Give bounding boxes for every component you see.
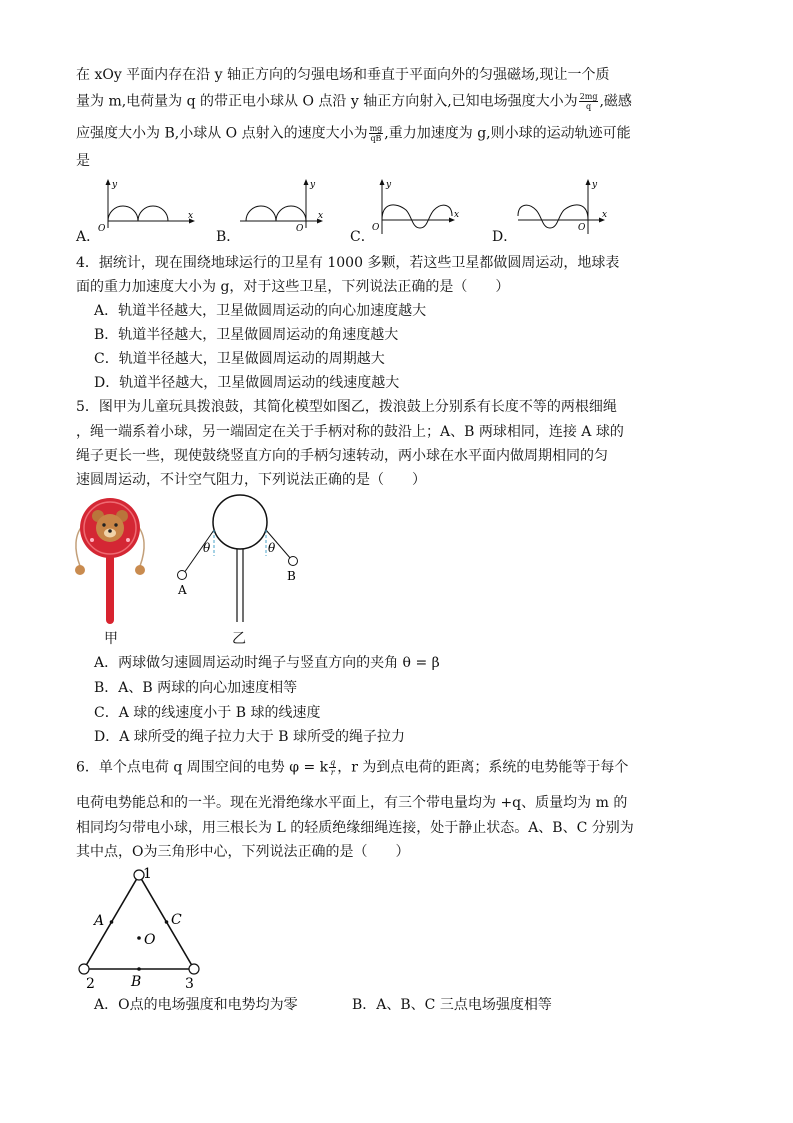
q3-option-c-figure — [368, 176, 468, 240]
q3-line1: 在 xOy 平面内存在沿 y 轴正方向的匀强电场和垂直于平面向外的匀强磁场,现让一个质 — [76, 67, 610, 83]
q5-option-b: B．A、B 两球的向心加速度相等 — [94, 680, 298, 696]
midpoint-b-label: B — [131, 974, 142, 990]
q3-option-d-figure — [514, 176, 614, 240]
origin-label: O — [578, 223, 586, 233]
theta-left-label: θ — [203, 541, 211, 555]
drum-handle — [106, 554, 114, 624]
q4-option-c: C．轨道半径越大，卫星做圆周运动的周期越大 — [94, 351, 385, 367]
y-label: y — [386, 180, 392, 190]
trajectory — [108, 206, 168, 221]
charge-3 — [189, 964, 199, 974]
q5-option-a: A．两球做匀速圆周运动时绳子与竖直方向的夹角 θ = β — [94, 655, 440, 671]
ball-a-label: A — [178, 583, 187, 597]
q3-line2: 量为 m,电荷量为 q 的带正电小球从 O 点沿 y 轴正方向射入,已知电场强度大小为 $\frac{2mg}{q}$ ,磁感 — [76, 92, 632, 111]
q3-line4: 是 — [76, 153, 90, 169]
ball-b — [289, 557, 298, 566]
y-label: y — [592, 180, 598, 190]
y-arrow — [304, 179, 309, 185]
q4-option-b: B．轨道半径越大，卫星做圆周运动的角速度越大 — [94, 327, 399, 343]
q6-frac: $\frac{q}{r}$ — [330, 758, 336, 777]
ball-a — [178, 571, 187, 580]
x-label: x — [188, 211, 194, 221]
vertex-2-label: 2 — [86, 976, 95, 992]
midpoint-a — [110, 920, 114, 924]
y-arrow — [106, 179, 111, 185]
bear-face — [96, 514, 124, 542]
origin-label: O — [296, 224, 304, 234]
ball-b-label: B — [287, 569, 296, 583]
charge-2 — [79, 964, 89, 974]
center-o-label: O — [144, 932, 156, 948]
q3-option-a-label: A． — [76, 229, 101, 245]
q5-caption-jia: 甲 — [104, 631, 118, 647]
vertex-1-label: 1 — [143, 866, 152, 882]
q3-line3: 应强度大小为 B,小球从 O 点射入的速度大小为 $\frac{mg}{qB}$ ,重力加速度为 g,则小球的运动轨迹可能 — [76, 124, 631, 143]
bear-nose — [108, 529, 112, 533]
q3-option-b-figure — [236, 176, 336, 240]
x-label: x — [454, 210, 460, 220]
midpoint-c-label: C — [171, 912, 182, 928]
left-bead — [75, 565, 85, 575]
y-label: y — [112, 180, 118, 190]
triangle-charges-diagram — [70, 862, 220, 992]
q4-line1: 4．据统计，现在围绕地球运行的卫星有 1000 多颗，若这些卫星都做圆周运动，地球表 — [76, 255, 620, 271]
midpoint-a-label: A — [94, 913, 105, 929]
y-arrow — [586, 179, 591, 185]
q3-option-c-label: C． — [350, 229, 375, 245]
bear-right-eye — [114, 523, 117, 526]
midpoint-b — [137, 967, 141, 971]
trajectory — [382, 205, 452, 228]
center-o — [137, 936, 141, 940]
q3-option-d-label: D． — [492, 229, 518, 245]
midpoint-c — [165, 920, 169, 924]
theta-right-label: θ — [268, 541, 276, 555]
flower-decoration — [126, 538, 130, 542]
q6-line1: 6．单个点电荷 q 周围空间的电势 φ = k $\frac{q}{r}$ ，r 为到点电荷的距离；系统的电势能等于每个 — [76, 758, 629, 777]
q3-frac-E: $\frac{2mg}{q}$ — [579, 92, 598, 111]
q5-line1: 5．图甲为儿童玩具拨浪鼓，其简化模型如图乙，拨浪鼓上分别系有长度不等的两根细绳 — [76, 399, 617, 415]
origin-label: O — [98, 224, 106, 234]
y-arrow — [380, 179, 385, 185]
origin-label: O — [372, 223, 380, 233]
q6-option-a: A．O点的电场强度和电势均为零 — [94, 997, 298, 1013]
x-label: x — [318, 211, 324, 221]
q3-option-a-figure — [90, 176, 200, 240]
q6-option-b: B．A、B、C 三点电场强度相等 — [352, 997, 552, 1013]
rattle-drum-illustration — [70, 494, 150, 630]
q5-line2: ，绳一端系着小球，另一端固定在关于手柄对称的鼓沿上；A、B 两球相同，连接 A 球的 — [76, 424, 624, 440]
x-label: x — [602, 210, 608, 220]
q5-caption-yi: 乙 — [232, 631, 246, 647]
rattle-drum-model-diagram — [170, 494, 310, 630]
q6-line3: 相同均匀带电小球，用三根长为 L 的轻质绝缘细绳连接，处于静止状态。A、B、C 分别为 — [76, 820, 634, 836]
vertex-3-label: 3 — [185, 976, 194, 992]
q5-option-c: C．A 球的线速度小于 B 球的线速度 — [94, 705, 321, 721]
bear-left-eye — [102, 523, 105, 526]
q4-line2: 面的重力加速度大小为 g，对于这些卫星，下列说法正确的是（ ） — [76, 279, 510, 295]
y-label: y — [310, 180, 316, 190]
q3-frac-v: $\frac{mg}{qB}$ — [369, 124, 383, 143]
q3-option-b-label: B． — [216, 229, 241, 245]
q4-option-d: D．轨道半径越大，卫星做圆周运动的线速度越大 — [94, 375, 400, 391]
flower-decoration — [90, 538, 94, 542]
q6-line2: 电荷电势能总和的一半。现在光滑绝缘水平面上，有三个带电量均为 +q、质量均为 m 的 — [76, 795, 628, 811]
q6-line4: 其中点，O为三角形中心，下列说法正确的是（ ） — [76, 844, 410, 860]
right-bead — [135, 565, 145, 575]
trajectory — [246, 206, 306, 221]
q5-line3: 绳子更长一些，现使鼓绕竖直方向的手柄匀速转动，两小球在水平面内做周期相同的匀 — [76, 448, 608, 464]
drum-circle — [213, 495, 267, 549]
q4-option-a: A．轨道半径越大，卫星做圆周运动的向心加速度越大 — [94, 303, 427, 319]
q5-option-d: D．A 球所受的绳子拉力大于 B 球所受的绳子拉力 — [94, 729, 405, 745]
q5-line4: 速圆周运动，不计空气阻力，下列说法正确的是（ ） — [76, 472, 426, 488]
